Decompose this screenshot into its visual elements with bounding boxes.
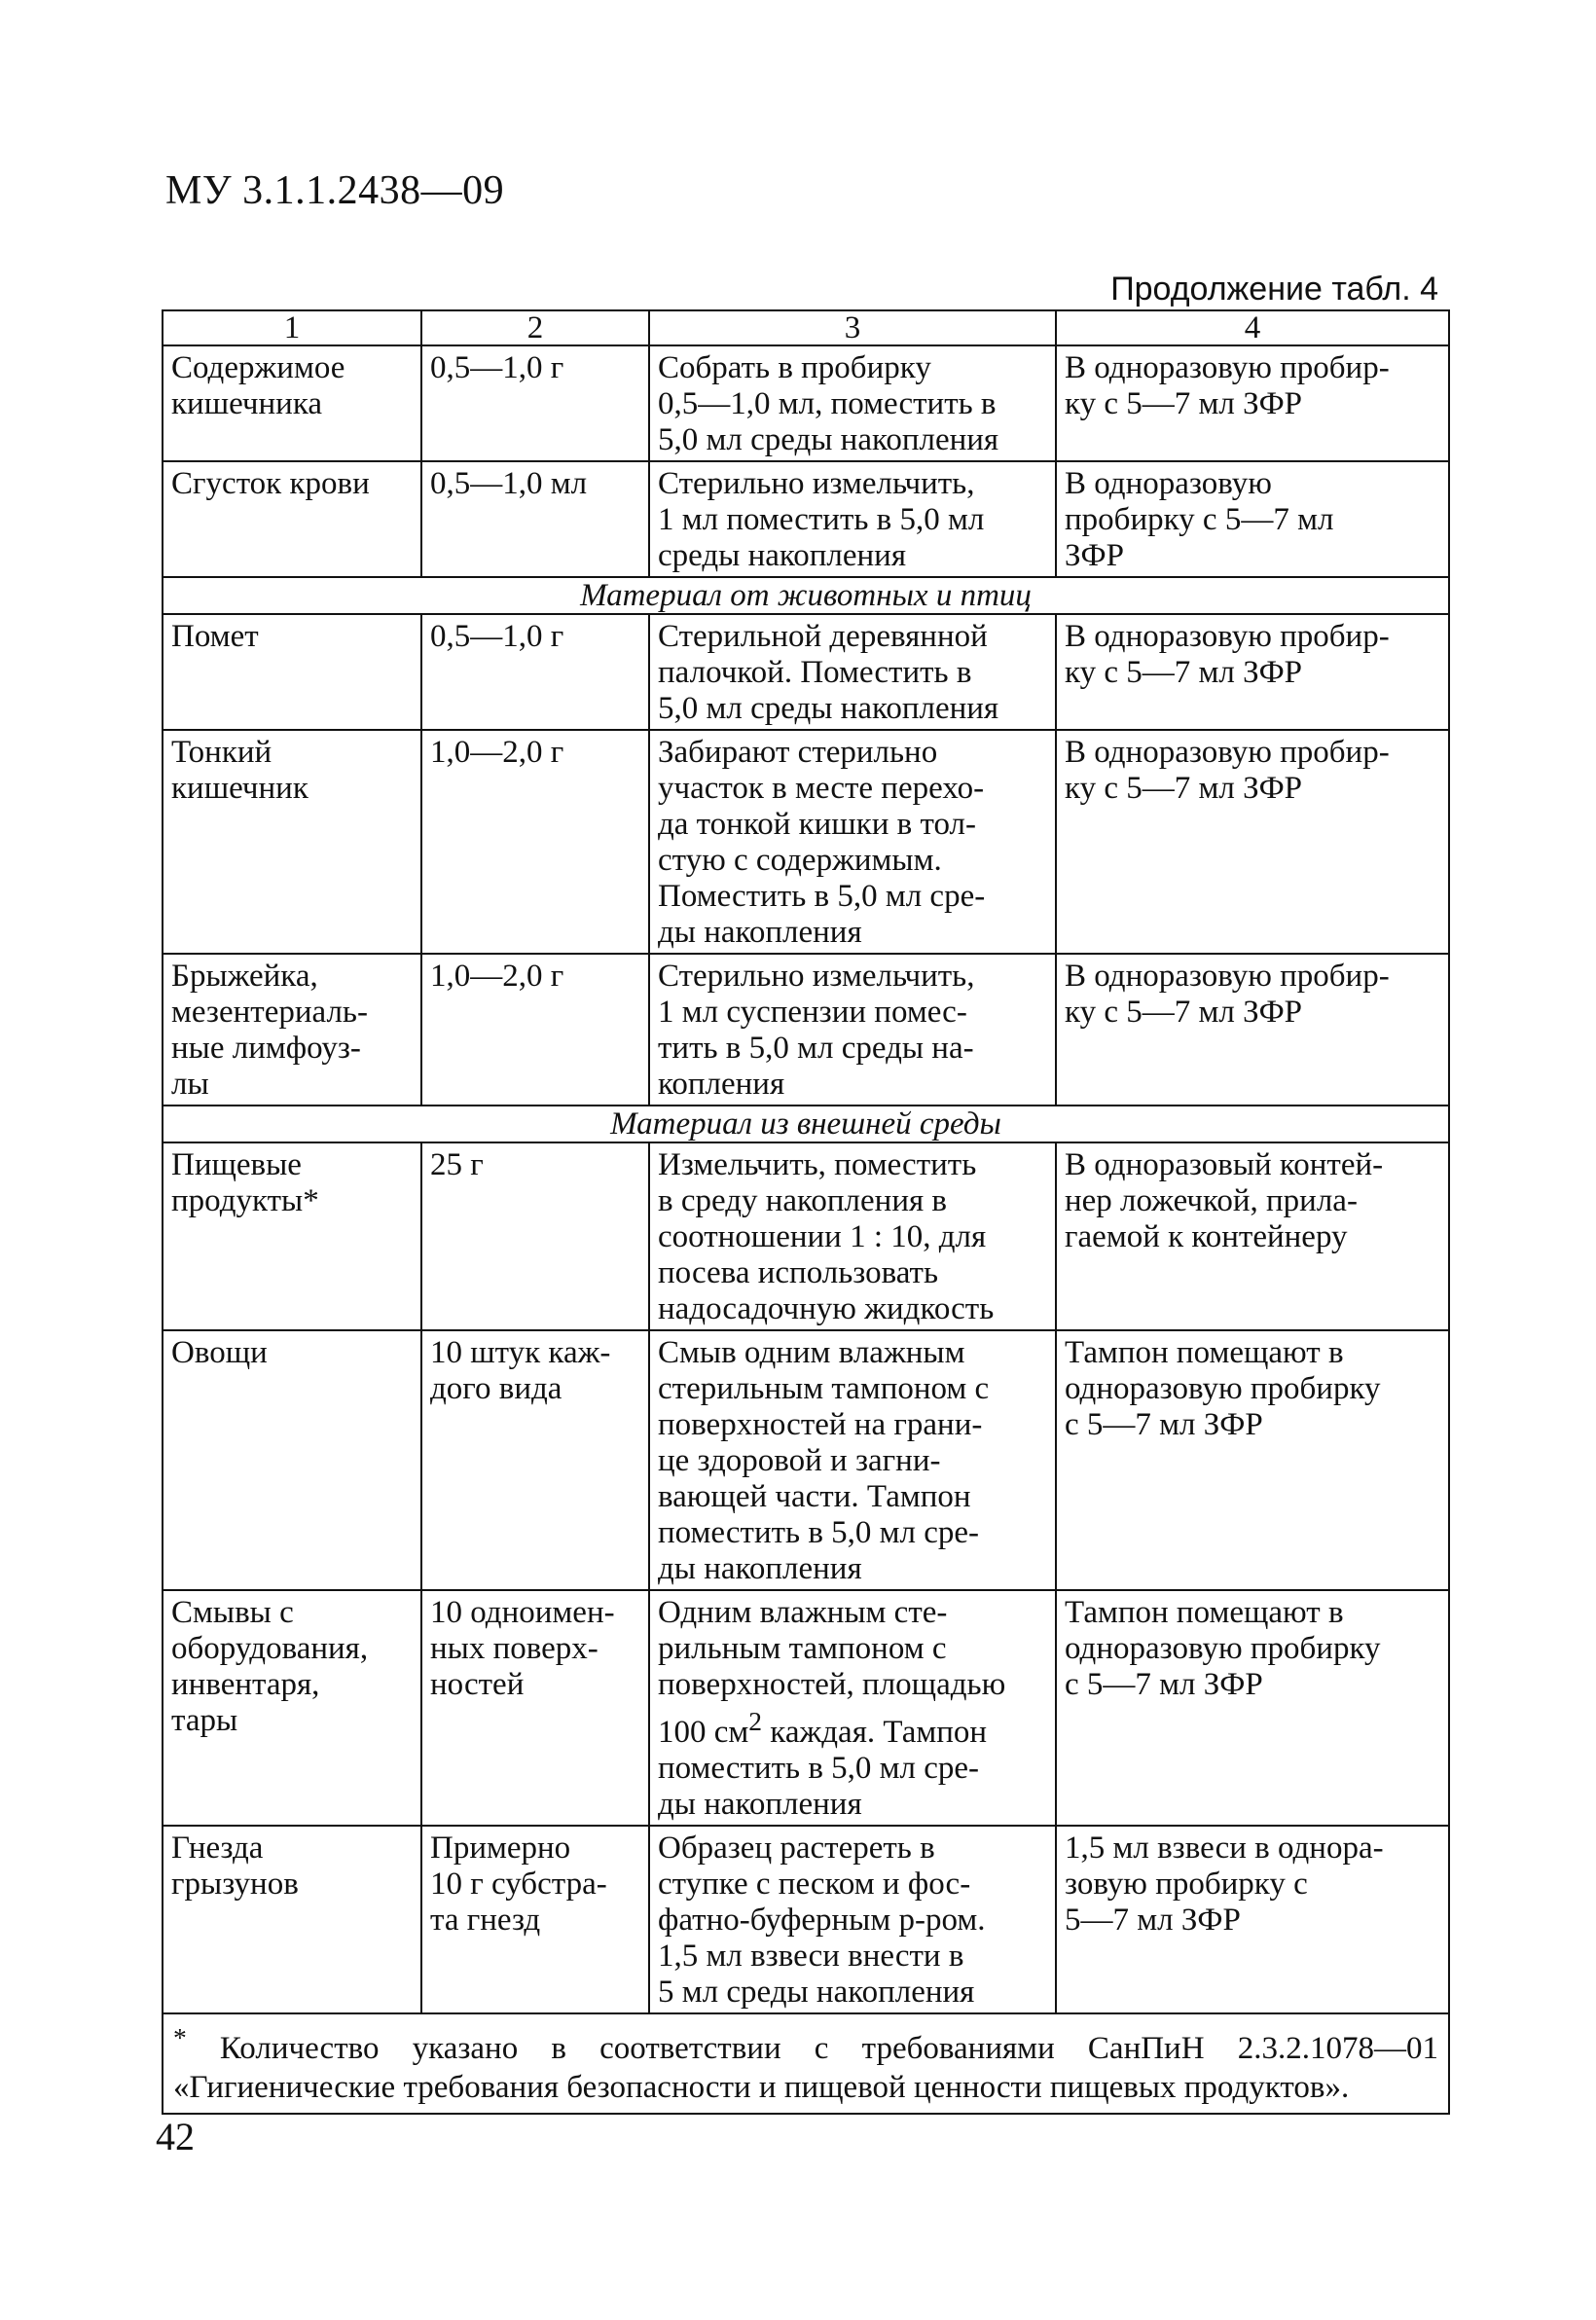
cell-amount: 0,5—1,0 мл: [421, 461, 649, 577]
cell-method: Собрать в пробирку 0,5—1,0 мл, поместить в 5,0 мл среды накопления: [649, 345, 1056, 461]
cell-amount: 10 штук каж- дого вида: [421, 1330, 649, 1590]
table-row: [163, 1590, 1449, 1826]
cell-container: Тампон помещают в одноразовую пробирку с 5—7 мл ЗФР: [1056, 1590, 1449, 1826]
cell-method: [649, 1590, 1056, 1826]
footnote-text: Количество указано в соответствии с требованиями СанПиН 2.3.2.1078—01 «Гигиенические требования безопасности и пищевой ценности пищевых продуктов».: [173, 2031, 1438, 2105]
cell-amount: 1,0—2,0 г: [421, 954, 649, 1106]
cell-material: Брыжейка, мезентериаль- ные лимфоуз- лы: [163, 954, 421, 1106]
cell-method: Забирают стерильно участок в месте перехо- да тонкой кишки в тол- стую с содержимым. Поместить в 5,0 мл сре- ды накопления: [649, 730, 1056, 954]
column-header: 4: [1056, 310, 1449, 345]
table-row: [163, 1330, 1449, 1590]
cell-material: Тонкий кишечник: [163, 730, 421, 954]
column-header: 2: [421, 310, 649, 345]
cell-container: 1,5 мл взвеси в однора- зовую пробирку с 5—7 мл ЗФР: [1056, 1826, 1449, 2013]
page-number: 42: [156, 2115, 195, 2158]
table-row: [163, 1826, 1449, 2013]
cell-material: Овощи: [163, 1330, 421, 1590]
cell-amount: 0,5—1,0 г: [421, 345, 649, 461]
cell-material: Содержимое кишечника: [163, 345, 421, 461]
cell-material: Смывы с оборудования, инвентаря, тары: [163, 1590, 421, 1826]
cell-method: Образец растереть в ступке с песком и фос- фатно-буферным р-ром. 1,5 мл взвеси внести в 5 мл среды накопления: [649, 1826, 1056, 2013]
cell-material: Сгусток крови: [163, 461, 421, 577]
cell-amount: 1,0—2,0 г: [421, 730, 649, 954]
cell-method: Стерильной деревянной палочкой. Поместить в 5,0 мл среды накопления: [649, 614, 1056, 730]
section-header-row: [163, 1106, 1449, 1142]
column-header: 1: [163, 310, 421, 345]
footnote: [163, 2013, 1449, 2114]
cell-container: В одноразовую пробирку с 5—7 мл ЗФР: [1056, 461, 1449, 577]
cell-amount: 10 одноимен- ных поверх- ностей: [421, 1590, 649, 1826]
cell-material: Помет: [163, 614, 421, 730]
column-header: 3: [649, 310, 1056, 345]
cell-container: В одноразовую пробир- ку с 5—7 мл ЗФР: [1056, 614, 1449, 730]
cell-method: Стерильно измельчить, 1 мл поместить в 5,0 мл среды накопления: [649, 461, 1056, 577]
section-header-row: [163, 577, 1449, 614]
table-row: [163, 1142, 1449, 1330]
superscript-exponent: 2: [748, 1706, 763, 1736]
cell-container: В одноразовую пробир- ку с 5—7 мл ЗФР: [1056, 954, 1449, 1106]
cell-container: В одноразовую пробир- ку с 5—7 мл ЗФР: [1056, 345, 1449, 461]
table-header-row: [163, 310, 1449, 345]
cell-material: Гнезда грызунов: [163, 1826, 421, 2013]
cell-container: В одноразовую пробир- ку с 5—7 мл ЗФР: [1056, 730, 1449, 954]
section-title-environment: Материал из внешней среды: [163, 1106, 1449, 1142]
table-continuation-label: Продолжение табл. 4: [1110, 271, 1438, 308]
method-text-part: каждая. Тампон поместить в 5,0 мл сре- ды накопления: [658, 1715, 988, 1822]
footnote-mark: *: [173, 2022, 187, 2052]
data-table: [162, 309, 1450, 2115]
footnote-row: [163, 2013, 1449, 2114]
cell-amount: 25 г: [421, 1142, 649, 1330]
table-row: [163, 461, 1449, 577]
table-row: [163, 730, 1449, 954]
cell-method: Смыв одним влажным стерильным тампоном с поверхностей на грани- це здоровой и загни- вающей части. Тампон поместить в 5,0 мл сре- ды накопления: [649, 1330, 1056, 1590]
cell-container: В одноразовый контей- нер ложечкой, прила- гаемой к контейнеру: [1056, 1142, 1449, 1330]
method-text-part: Одним влажным сте- рильным тампоном с поверхностей, площадью 100 см: [658, 1595, 1006, 1750]
section-title-animals: Материал от животных и птиц: [163, 577, 1449, 614]
cell-container: Тампон помещают в одноразовую пробирку с 5—7 мл ЗФР: [1056, 1330, 1449, 1590]
cell-material: Пищевые продукты*: [163, 1142, 421, 1330]
cell-method: Стерильно измельчить, 1 мл суспензии помес- тить в 5,0 мл среды на- копления: [649, 954, 1056, 1106]
document-code: МУ 3.1.1.2438—09: [165, 168, 505, 213]
cell-amount: Примерно 10 г субстра- та гнезд: [421, 1826, 649, 2013]
cell-method: Измельчить, поместить в среду накопления в соотношении 1 : 10, для посева использовать надосадочную жидкость: [649, 1142, 1056, 1330]
cell-amount: 0,5—1,0 г: [421, 614, 649, 730]
table-row: [163, 954, 1449, 1106]
table-row: [163, 614, 1449, 730]
table-row: [163, 345, 1449, 461]
